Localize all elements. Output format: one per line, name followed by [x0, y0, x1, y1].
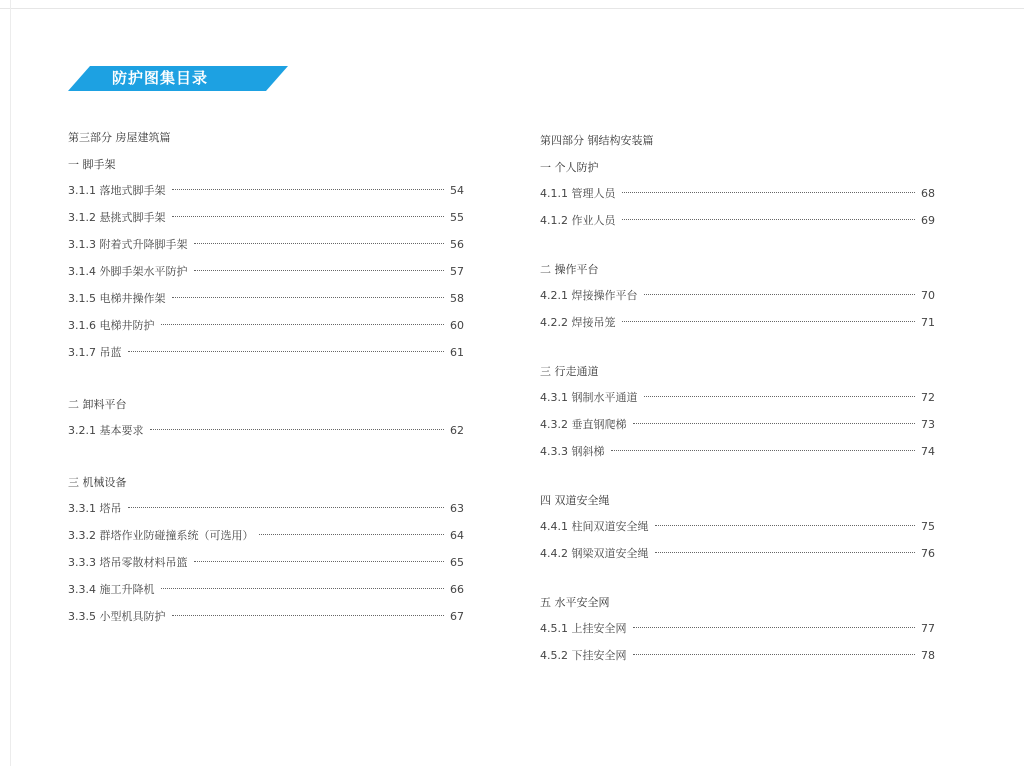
toc-entry-page: 65 — [450, 556, 464, 569]
toc-entry-title: 4.5.1 上挂安全网 — [540, 622, 627, 635]
toc-entry[interactable] — [540, 442, 935, 469]
toc-entry[interactable] — [68, 580, 464, 607]
page-edge — [0, 8, 1024, 9]
dot-leader — [172, 615, 445, 616]
toc-entry[interactable] — [68, 289, 464, 316]
toc-entry-title: 3.1.5 电梯井操作架 — [68, 292, 166, 305]
toc-entry-page: 61 — [450, 346, 464, 359]
toc-column-left — [68, 128, 464, 634]
toc-entry[interactable] — [540, 544, 935, 571]
toc-entry-title: 4.3.2 垂直钢爬梯 — [540, 418, 627, 431]
dot-leader — [611, 450, 916, 451]
dot-leader — [172, 216, 445, 217]
toc-entry-page: 66 — [450, 583, 464, 596]
toc-entry-page: 63 — [450, 502, 464, 515]
toc-entry[interactable] — [68, 343, 464, 370]
toc-entry-title: 3.3.1 塔吊 — [68, 502, 122, 515]
toc-entry-title: 4.2.1 焊接操作平台 — [540, 289, 638, 302]
dot-leader — [633, 654, 916, 655]
dot-leader — [128, 351, 445, 352]
toc-entry-title: 3.1.3 附着式升降脚手架 — [68, 238, 188, 251]
toc-entry-title: 4.2.2 焊接吊笼 — [540, 316, 616, 329]
toc-entry[interactable] — [540, 517, 935, 544]
part-heading: 第三部分 房屋建筑篇 — [68, 131, 171, 144]
toc-entry-page: 60 — [450, 319, 464, 332]
page-title: 防护图集目录 — [112, 69, 209, 87]
toc-entry-page: 62 — [450, 424, 464, 437]
toc-entry[interactable] — [68, 316, 464, 343]
dot-leader — [644, 396, 916, 397]
section-heading: 二 操作平台 — [540, 263, 599, 276]
toc-entry-title: 4.4.2 钢梁双道安全绳 — [540, 547, 649, 560]
toc-entry-page: 57 — [450, 265, 464, 278]
dot-leader — [161, 588, 445, 589]
toc-entry-page: 73 — [921, 418, 935, 431]
toc-entry[interactable] — [540, 313, 935, 340]
toc-entry-page: 69 — [921, 214, 935, 227]
toc-entry[interactable] — [540, 286, 935, 313]
toc-entry[interactable] — [68, 262, 464, 289]
toc-entry-page: 76 — [921, 547, 935, 560]
dot-leader — [194, 243, 445, 244]
toc-entry-page: 78 — [921, 649, 935, 662]
toc-entry-title: 4.1.1 管理人员 — [540, 187, 616, 200]
toc-entry[interactable] — [68, 607, 464, 634]
section-heading: 五 水平安全网 — [540, 596, 610, 609]
toc-entry-title: 3.1.1 落地式脚手架 — [68, 184, 166, 197]
toc-entry[interactable] — [68, 235, 464, 262]
section-heading: 三 行走通道 — [540, 365, 599, 378]
dot-leader — [655, 552, 916, 553]
dot-leader — [194, 270, 445, 271]
dot-leader — [172, 297, 445, 298]
toc-entry-title: 4.3.3 钢斜梯 — [540, 445, 605, 458]
part-heading: 第四部分 钢结构安装篇 — [540, 134, 654, 147]
toc-entry[interactable] — [68, 553, 464, 580]
toc-entry-page: 72 — [921, 391, 935, 404]
toc-entry-title: 3.3.4 施工升降机 — [68, 583, 155, 596]
toc-entry[interactable] — [540, 388, 935, 415]
toc-entry-title: 3.3.2 群塔作业防碰撞系统（可选用） — [68, 529, 254, 542]
dot-leader — [644, 294, 916, 295]
toc-entry[interactable] — [68, 181, 464, 208]
toc-entry-page: 74 — [921, 445, 935, 458]
dot-leader — [633, 423, 916, 424]
toc-entry-title: 3.1.7 吊蓝 — [68, 346, 122, 359]
section-heading: 三 机械设备 — [68, 476, 127, 489]
dot-leader — [622, 321, 916, 322]
toc-entry-page: 56 — [450, 238, 464, 251]
toc-entry-title: 3.1.4 外脚手架水平防护 — [68, 265, 188, 278]
dot-leader — [150, 429, 445, 430]
dot-leader — [172, 189, 445, 190]
section-heading: 二 卸料平台 — [68, 398, 127, 411]
toc-entry-page: 54 — [450, 184, 464, 197]
toc-entry-page: 64 — [450, 529, 464, 542]
toc-entry-title: 4.3.1 钢制水平通道 — [540, 391, 638, 404]
dot-leader — [633, 627, 916, 628]
toc-entry-page: 67 — [450, 610, 464, 623]
toc-entry-title: 4.1.2 作业人员 — [540, 214, 616, 227]
section-heading: 一 脚手架 — [68, 158, 116, 171]
toc-entry-page: 77 — [921, 622, 935, 635]
toc-entry-page: 68 — [921, 187, 935, 200]
toc-entry[interactable] — [540, 415, 935, 442]
toc-entry-title: 3.3.3 塔吊零散材料吊篮 — [68, 556, 188, 569]
toc-entry[interactable] — [540, 211, 935, 238]
toc-entry-title: 4.5.2 下挂安全网 — [540, 649, 627, 662]
toc-entry-title: 3.1.2 悬挑式脚手架 — [68, 211, 166, 224]
toc-entry-title: 3.3.5 小型机具防护 — [68, 610, 166, 623]
toc-column-right — [540, 131, 935, 673]
dot-leader — [622, 219, 916, 220]
toc-entry[interactable] — [540, 184, 935, 211]
section-heading: 四 双道安全绳 — [540, 494, 610, 507]
toc-entry-page: 71 — [921, 316, 935, 329]
toc-entry-page: 75 — [921, 520, 935, 533]
toc-entry[interactable] — [68, 208, 464, 235]
dot-leader — [128, 507, 445, 508]
dot-leader — [622, 192, 916, 193]
toc-entry-page: 55 — [450, 211, 464, 224]
toc-entry[interactable] — [68, 526, 464, 553]
toc-entry-title: 4.4.1 柱间双道安全绳 — [540, 520, 649, 533]
toc-entry-page: 70 — [921, 289, 935, 302]
dot-leader — [161, 324, 445, 325]
dot-leader — [259, 534, 444, 535]
dot-leader — [194, 561, 445, 562]
toc-entry[interactable] — [540, 646, 935, 673]
toc-entry[interactable] — [540, 619, 935, 646]
toc-entry-title: 3.2.1 基本要求 — [68, 424, 144, 437]
dot-leader — [655, 525, 916, 526]
toc-entry[interactable] — [68, 421, 464, 448]
toc-entry[interactable] — [68, 499, 464, 526]
toc-entry-page: 58 — [450, 292, 464, 305]
section-heading: 一 个人防护 — [540, 161, 599, 174]
toc-entry-title: 3.1.6 电梯井防护 — [68, 319, 155, 332]
page-edge — [10, 0, 11, 766]
